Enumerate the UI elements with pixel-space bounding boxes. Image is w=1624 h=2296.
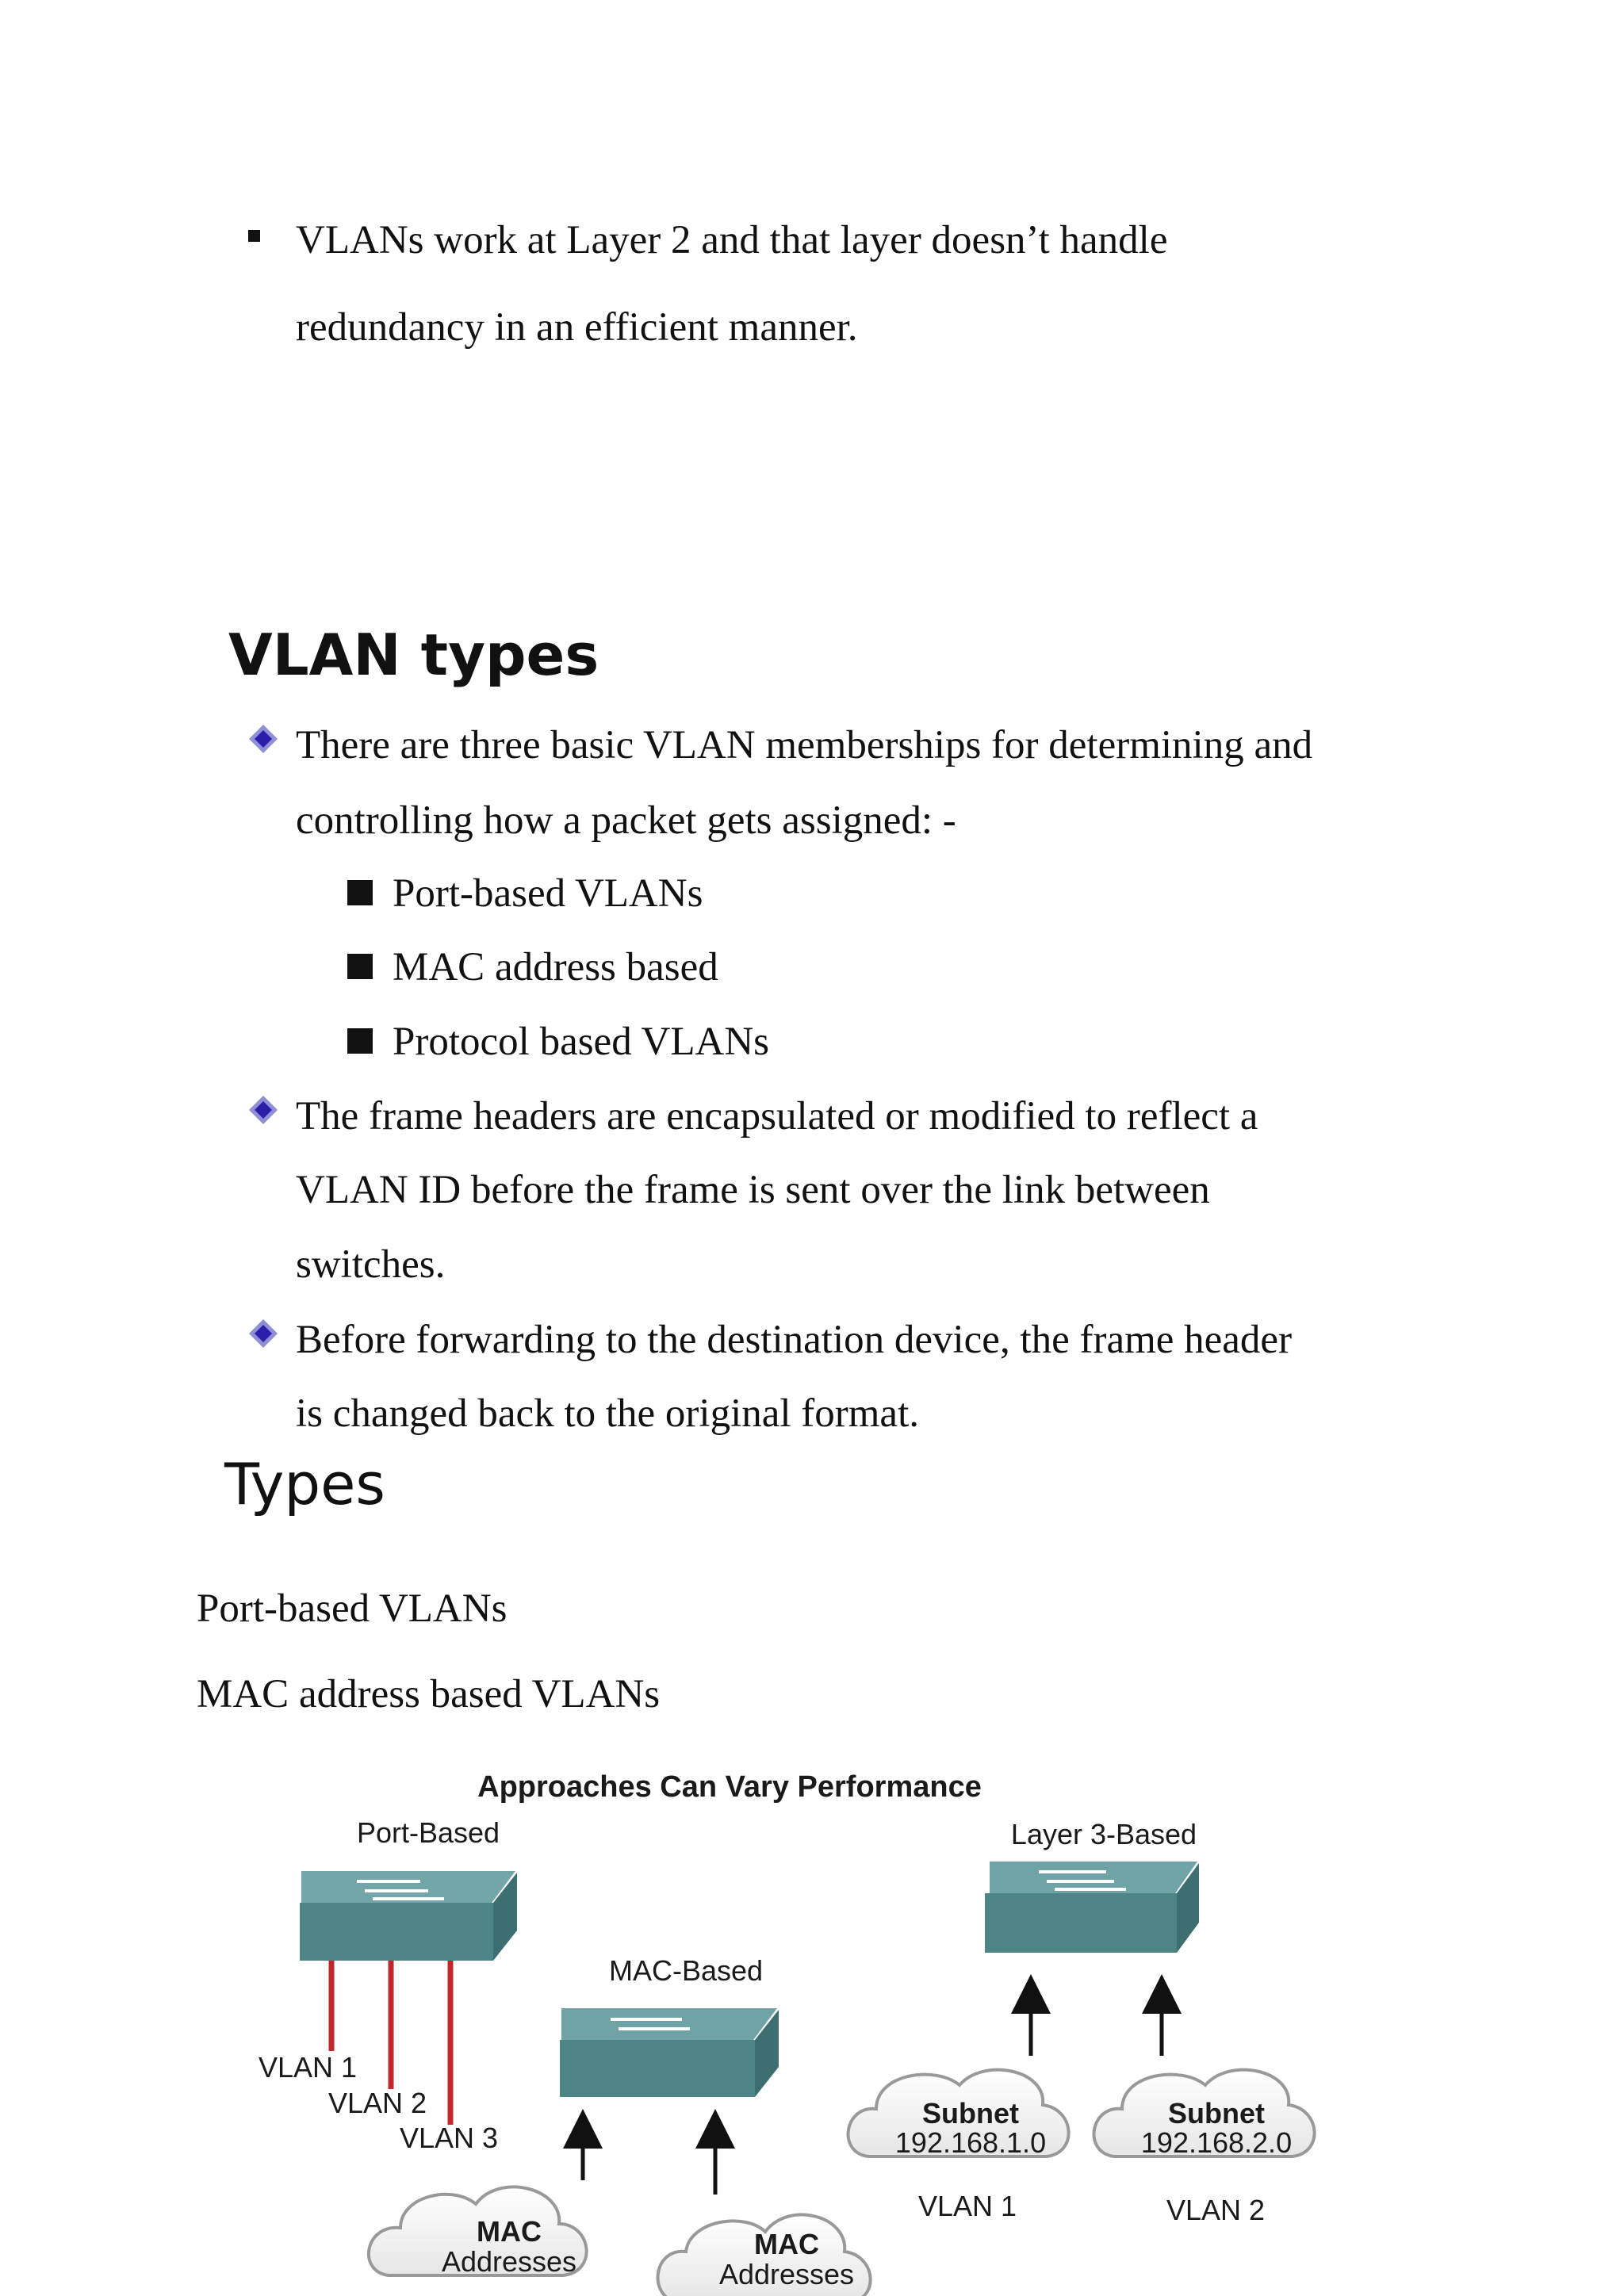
vlan-types-bullet-1-line-2: controlling how a packet gets assigned: - <box>296 798 956 843</box>
sub-item-port-based: Port-based VLANs <box>393 871 703 916</box>
layer3-switch-icon <box>985 1862 1199 1953</box>
port-based-switch-icon <box>300 1871 517 1961</box>
mac-cloud-1-line-2: Addresses <box>441 2245 577 2278</box>
vlan-types-bullet-3-line-1: Before forwarding to the destination device, the frame header <box>296 1318 1293 1362</box>
sub-bullet-marker <box>347 1028 373 1054</box>
sub-bullet-marker <box>347 880 373 905</box>
mac-cloud-2-line-2: Addresses <box>718 2258 855 2290</box>
types-item-mac-based: MAC address based VLANs <box>197 1672 661 1716</box>
section-heading-types: Types <box>224 1451 385 1517</box>
mac-based-switch-icon <box>560 2008 779 2097</box>
diagram-title: Approaches Can Vary Performance <box>477 1770 982 1804</box>
vlan-types-bullet-3-line-2: is changed back to the original format. <box>296 1391 919 1436</box>
diamond-bullet-icon <box>247 723 279 755</box>
sub-item-protocol-based: Protocol based VLANs <box>393 1020 770 1064</box>
port-based-label: Port-Based <box>356 1816 500 1849</box>
mac-based-label: MAC-Based <box>608 1954 764 1987</box>
diamond-bullet-icon <box>247 1094 279 1126</box>
sub-item-mac-address: MAC address based <box>393 945 718 989</box>
subnet-2-address: 192.168.2.0 <box>1140 2126 1293 2159</box>
port-vlan-2-label: VLAN 2 <box>328 2087 427 2119</box>
diamond-bullet-icon <box>247 1318 279 1349</box>
vlan-types-bullet-1-line-1: There are three basic VLAN memberships for determining and <box>296 723 1313 767</box>
top-bullet-line-1: VLANs work at Layer 2 and that layer doesn’t handle <box>296 218 1168 262</box>
subnet-1-vlan: VLAN 1 <box>917 2190 1017 2222</box>
subnet-2-vlan: VLAN 2 <box>1166 2194 1266 2226</box>
vlan-types-bullet-2-line-2: VLAN ID before the frame is sent over the link between <box>296 1168 1210 1212</box>
vlan-types-bullet-2-line-3: switches. <box>296 1242 446 1287</box>
sub-bullet-marker <box>347 954 373 979</box>
top-bullet-line-2: redundancy in an efficient manner. <box>296 305 858 350</box>
subnet-1-title: Subnet <box>922 2097 1019 2130</box>
port-vlan-3-label: VLAN 3 <box>400 2122 499 2154</box>
subnet-2-title: Subnet <box>1168 2097 1265 2130</box>
vlan-approaches-diagram <box>238 1756 1364 2296</box>
layer3-based-label: Layer 3-Based <box>1010 1818 1197 1850</box>
vlan-types-bullet-2-line-1: The frame headers are encapsulated or modified to reflect a <box>296 1094 1258 1138</box>
mac-cloud-2-line-1: MAC <box>754 2228 819 2260</box>
types-item-port-based: Port-based VLANs <box>197 1586 508 1631</box>
mac-cloud-1-line-1: MAC <box>477 2215 542 2248</box>
port-vlan-1-label: VLAN 1 <box>259 2051 358 2084</box>
subnet-1-address: 192.168.1.0 <box>894 2126 1047 2159</box>
section-heading-vlan-types: VLAN types <box>228 622 599 688</box>
bullet-marker <box>248 230 260 242</box>
